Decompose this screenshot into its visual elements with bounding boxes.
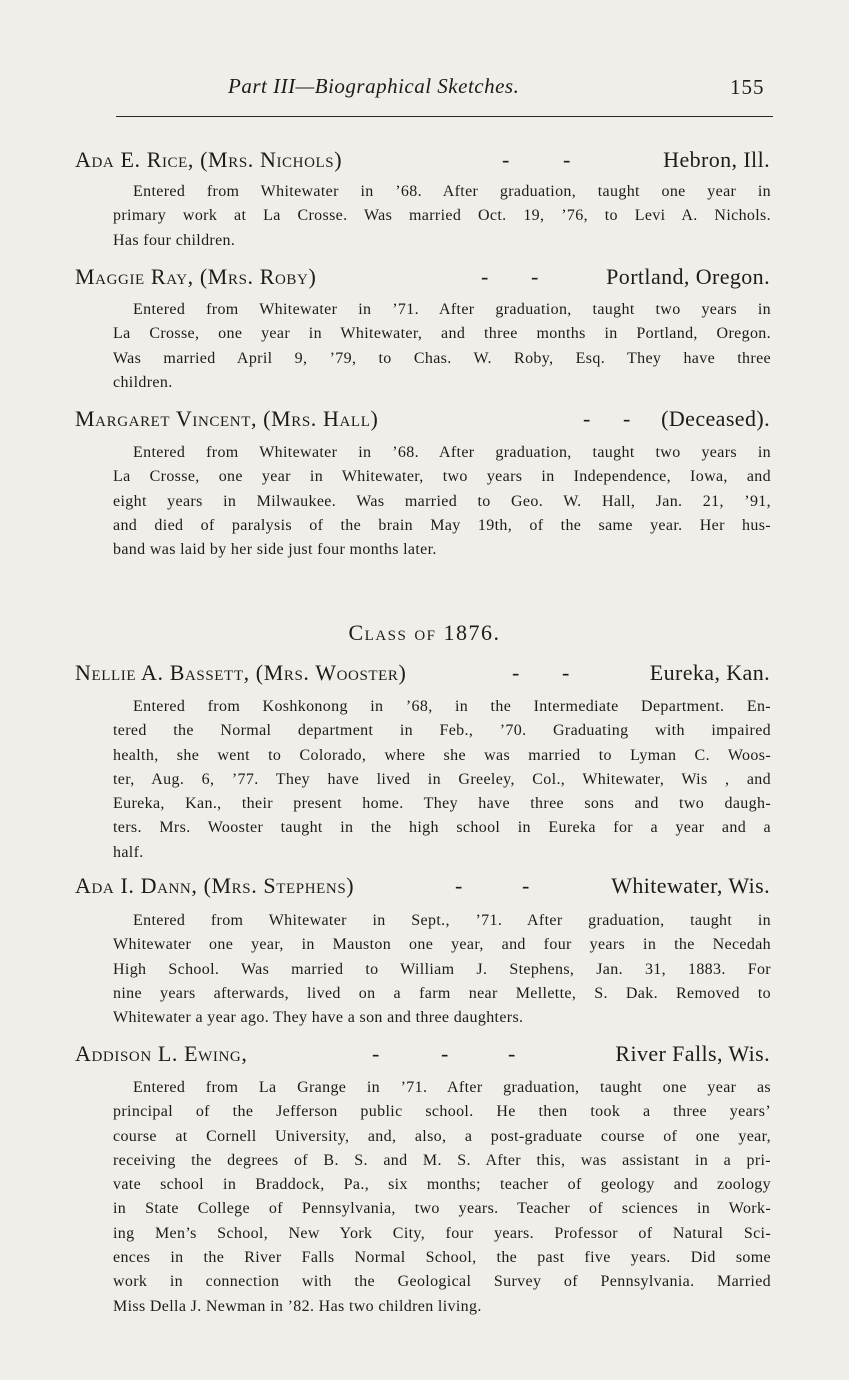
paragraph-line: Miss Della J. Newman in ’82. Has two children living.	[113, 1297, 482, 1315]
leader-dash: -	[563, 147, 571, 172]
paragraph-line: La Crosse, one year in Whitewater, and three months in Portland, Oregon.	[113, 325, 771, 343]
entry-place: Hebron, Ill.	[663, 147, 770, 172]
paragraph-line: receiving the degrees of B. S. and M. S. After this, was assistant in a pri-	[113, 1151, 771, 1169]
class-heading: Class of 1876.	[348, 620, 501, 645]
entry-paragraph-bassett	[113, 695, 771, 865]
leader-dash: -	[508, 1041, 516, 1066]
leader-dash: -	[623, 406, 631, 431]
paragraph-line: Was married April 9, ’79, to Chas. W. Roby, Esq. They have three	[113, 349, 771, 367]
header-rule	[116, 116, 773, 117]
paragraph-line: principal of the Jefferson public school. He then took a three years’	[113, 1103, 771, 1121]
entry-heading-bassett	[75, 660, 770, 690]
paragraph-line: Whitewater one year, in Mauston one year, and four years in the Necedah	[113, 936, 771, 954]
paragraph-line: ter, Aug. 6, ’77. They have lived in Greeley, Col., Whitewater, Wis , and	[113, 770, 771, 788]
entry-name: Ada E. Rice, (Mrs. Nichols)	[75, 147, 343, 172]
paragraph-line: Entered from Whitewater in ’68. After graduation, taught two years in	[133, 444, 771, 461]
entry-place: River Falls, Wis.	[615, 1041, 770, 1066]
paragraph-line: children.	[113, 373, 173, 391]
entry-heading-ewing	[75, 1041, 770, 1071]
paragraph-line: health, she went to Colorado, where she was married to Lyman C. Woos-	[113, 746, 771, 764]
entry-name: Addison L. Ewing,	[75, 1041, 248, 1066]
paragraph-line: work in connection with the Geological Survey of Pennsylvania. Married	[113, 1273, 771, 1291]
entry-heading-rice	[75, 147, 770, 177]
entry-place: (Deceased).	[661, 406, 770, 431]
leader-dash: -	[372, 1041, 380, 1066]
paragraph-line: Entered from La Grange in ’71. After graduation, taught one year as	[133, 1079, 771, 1096]
entry-paragraph-rice	[113, 180, 771, 253]
entry-name: Ada I. Dann, (Mrs. Stephens)	[75, 873, 355, 898]
entry-name: Maggie Ray, (Mrs. Roby)	[75, 264, 317, 289]
leader-dash: -	[481, 264, 489, 289]
entry-heading-vincent	[75, 406, 770, 436]
paragraph-line: and died of paralysis of the brain May 19th, of the same year. Her hus-	[113, 516, 771, 534]
paragraph-line: tered the Normal department in Feb., ’70. Graduating with impaired	[113, 722, 771, 740]
page-number: 155	[730, 75, 765, 99]
entry-name: Margaret Vincent, (Mrs. Hall)	[75, 406, 379, 431]
paragraph-line: eight years in Milwaukee. Was married to Geo. W. Hall, Jan. 21, ’91,	[113, 492, 771, 510]
paragraph-line: in State College of Pennsylvania, two years. Teacher of sciences in Work-	[113, 1200, 771, 1218]
paragraph-line: Entered from Whitewater in ’68. After graduation, taught one year in	[133, 183, 771, 200]
leader-dash: -	[583, 406, 591, 431]
paragraph-line: nine years afterwards, lived on a farm near Mellette, S. Dak. Removed to	[113, 984, 771, 1002]
paragraph-line: vate school in Braddock, Pa., six months; teacher of geology and zoology	[113, 1176, 771, 1194]
paragraph-line: Entered from Whitewater in Sept., ’71. After graduation, taught in	[133, 912, 771, 929]
entry-paragraph-dann	[113, 909, 771, 1030]
entry-place: Eureka, Kan.	[649, 660, 770, 685]
paragraph-line: ters. Mrs. Wooster taught in the high school in Eureka for a year and a	[113, 819, 771, 837]
paragraph-line: Eureka, Kan., their present home. They have three sons and two daugh-	[113, 795, 771, 813]
paragraph-line: primary work at La Crosse. Was married Oct. 19, ’76, to Levi A. Nichols.	[113, 207, 771, 225]
leader-dash: -	[531, 264, 539, 289]
paragraph-line: La Crosse, one year in Whitewater, two years in Independence, Iowa, and	[113, 468, 771, 486]
paragraph-line: half.	[113, 843, 144, 861]
leader-dash: -	[512, 660, 520, 685]
paragraph-line: ing Men’s School, New York City, four years. Professor of Natural Sci-	[113, 1224, 771, 1242]
leader-dash: -	[522, 873, 530, 898]
paragraph-line: ences in the River Falls Normal School, the past five years. Did some	[113, 1249, 771, 1267]
paragraph-line: band was laid by her side just four months later.	[113, 541, 437, 559]
leader-dash: -	[441, 1041, 449, 1066]
paragraph-line: Has four children.	[113, 231, 236, 249]
entry-place: Portland, Oregon.	[606, 264, 770, 289]
running-head	[0, 74, 849, 104]
paragraph-line: Entered from Whitewater in ’71. After graduation, taught two years in	[133, 301, 771, 318]
entry-heading-ray	[75, 264, 770, 294]
entry-paragraph-ray	[113, 298, 771, 395]
entry-name: Nellie A. Bassett, (Mrs. Wooster)	[75, 660, 407, 685]
entry-paragraph-vincent	[113, 441, 771, 562]
leader-dash: -	[562, 660, 570, 685]
entry-paragraph-ewing	[113, 1076, 771, 1319]
paragraph-line: Entered from Koshkonong in ’68, in the Intermediate Department. En-	[133, 698, 771, 715]
entry-heading-dann	[75, 873, 770, 903]
paragraph-line: course at Cornell University, and, also, a post-graduate course of one year,	[113, 1127, 771, 1145]
paragraph-line: High School. Was married to William J. Stephens, Jan. 31, 1883. For	[113, 960, 771, 978]
running-title: Part III—Biographical Sketches.	[228, 74, 520, 98]
paragraph-line: Whitewater a year ago. They have a son and three daughters.	[113, 1009, 524, 1027]
entry-place: Whitewater, Wis.	[611, 873, 770, 898]
leader-dash: -	[455, 873, 463, 898]
leader-dash: -	[502, 147, 510, 172]
